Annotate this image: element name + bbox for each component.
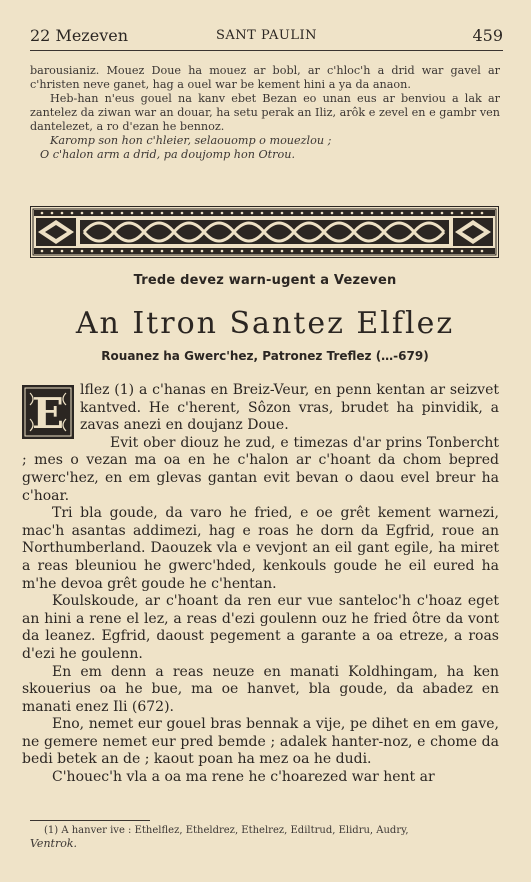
footnote-rule	[30, 820, 150, 821]
footnote	[30, 824, 500, 850]
paragraph-7: C'houec'h vla a oa ma rene he c'hoarezed war hent ar	[52, 769, 435, 786]
paragraph-2: Evit ober diouz he zud, e timezas d'ar prins Tonbercht ; mes o vezan ma oa en he c'halon ar c'hoant da chom bepred gwerc'hez, en em glevas gantan evit bevan o daou evel breur ha c'hoar.	[22, 434, 499, 504]
header-rule	[30, 50, 503, 51]
paragraph-6: Eno, nemet eur gouel bras bennak a vije, pe dihet en em gave, ne gemere nemet eur pred bemde ; adalek hanter-noz, e chome da bedi betek an de ; kaout poan ha mez oa he dudi.	[22, 716, 499, 768]
decorative-band	[30, 206, 499, 258]
header-date: 22 Mezeven	[30, 26, 129, 45]
footnote-text: (1) A hanver ive : Ethelflez, Etheldrez, Ethelrez, Ediltrud, Elidru, Audry,	[44, 825, 409, 836]
previous-text	[30, 64, 500, 162]
day-heading: Trede devez warn-ugent a Vezeven	[133, 273, 397, 288]
main-text	[22, 382, 499, 787]
header-title: SANT PAULIN	[215, 28, 317, 43]
verse-line-2: O c'halon arm a drid, pa doujomp hon Otrou.	[40, 148, 296, 161]
saint-title: An Itron Santez Elflez	[75, 306, 455, 341]
previous-paragraph-2: Heb-han n'eus gouel na kanv ebet Bezan eo unan eus ar benviou a lak ar zantelez da ziwan war an douar, ha setu perak an Iliz, arôk e zevel en e gambr ven dantelezet, a ro d'ezan he bennoz.	[30, 92, 500, 133]
previous-paragraph-1: barousianiz. Mouez Doue ha mouez ar bobl, ar c'hloc'h a drid war gavel ar c'hristen neve ganet, hag a ouel war be kement hini a ya da anaon.	[30, 64, 500, 91]
saint-subtitle: Rouanez ha Gwerc'hez, Patronez Treflez (…-679)	[101, 349, 429, 363]
svg-text:E: E	[31, 389, 65, 438]
running-header	[30, 26, 503, 48]
paragraph-4: Koulskoude, ar c'hoant da ren eur vue santeloc'h c'hoaz eget an hini a rene el lez, a reas d'ezi goulenn ouz he fried ôtre da vont da leanez. Egfrid, daoust pegement a garante a oa etreze, a roas d'ezi he goulenn.	[22, 593, 499, 662]
verse-line-1: Karomp son hon c'hleier, selaouomp o mouezlou ;	[50, 134, 332, 147]
page-number: 459	[472, 26, 503, 45]
footnote-tail: Ventrok.	[30, 837, 77, 850]
paragraph-1: lflez (1) a c'hanas en Breiz-Veur, en penn kentan ar seizvet kantved. He c'herent, Sôzon vras, brudet ha pinvidik, a zavas anezi en doujanz Doue.	[80, 382, 499, 434]
paragraph-3: Tri bla goude, da varo he fried, e oe grêt kement warnezi, mac'h asantas addimezi, hag e roas he dorn da Egfrid, roue an Northumberland. Daouzek vla e vevjont an eil gant egile, ha miret a reas bleuniou he gwerc'hded, kenkouls goude he eil eured ha m'he devoa grêt goude he c'hentan.	[22, 505, 499, 592]
paragraph-5: En em denn a reas neuze en manati Koldhingam, ha ken skouerius oa he bue, ma oe hanvet, bla goude, da abadez en manati enez Ili (672).	[22, 663, 499, 715]
dropcap-letter-image	[22, 385, 74, 439]
